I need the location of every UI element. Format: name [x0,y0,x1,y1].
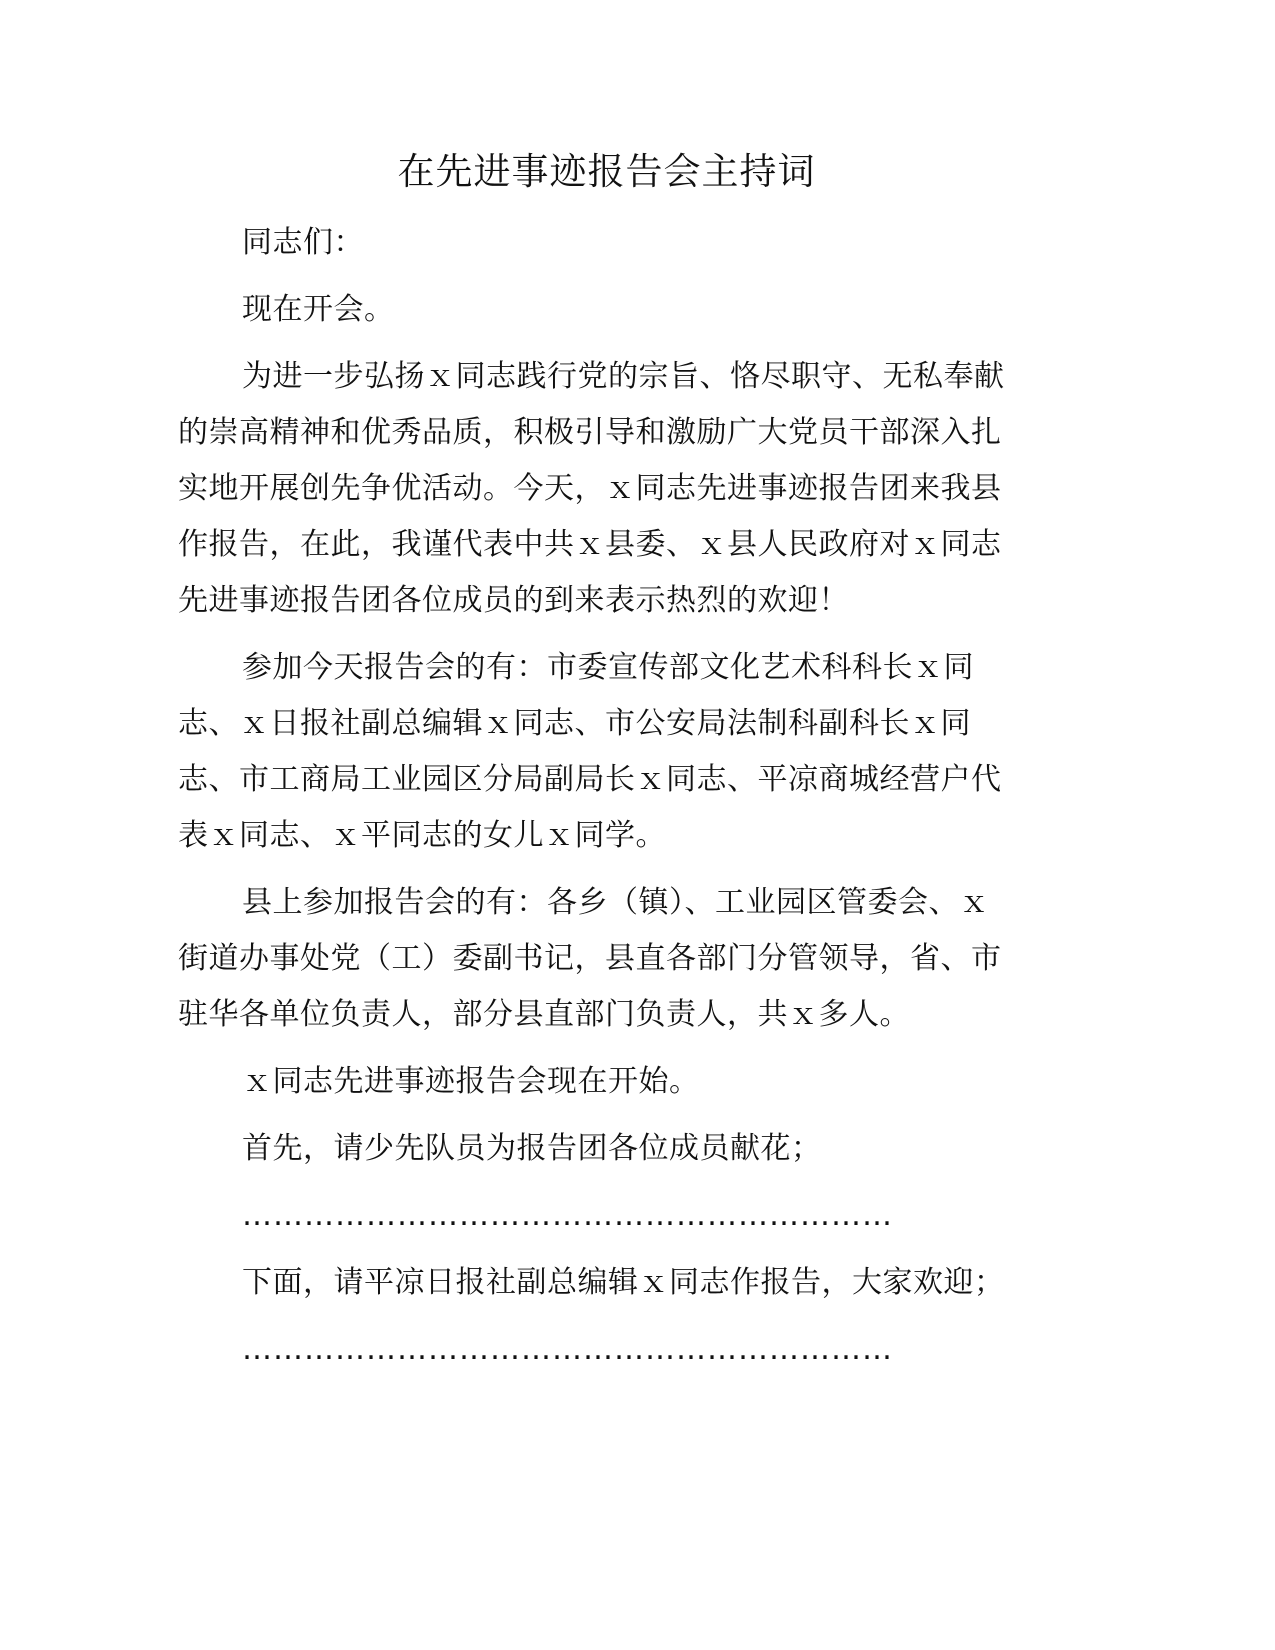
document-body [178,215,1048,1389]
text-line: 的崇高精神和优秀品质，积极引导和激励广大党员干部深入扎 [178,415,1002,450]
paragraph [178,1322,1048,1378]
paragraph [178,1188,1048,1244]
text-line: 先进事迹报告团各位成员的到来表示热烈的欢迎！ [178,583,849,618]
text-line: 县上参加报告会的有：各乡（镇）、工业园区管委会、ｘ [242,885,990,920]
paragraph [178,282,1048,338]
text-line: 作报告，在此，我谨代表中共ｘ县委、ｘ县人民政府对ｘ同志 [178,527,1002,562]
text-line: 实地开展创先争优活动。今天，ｘ同志先进事迹报告团来我县 [178,471,1002,506]
text-line: 为进一步弘扬ｘ同志践行党的宗旨、恪尽职守、无私奉献 [242,359,1005,394]
paragraph [178,215,1048,271]
paragraph [178,875,1048,1043]
paragraph [178,1255,1048,1311]
ellipsis-line: ……………………………………………………… [242,1332,893,1367]
text-line: 现在开会。 [242,292,395,327]
paragraph [178,1121,1048,1177]
text-line: 同志们： [242,225,364,260]
paragraph [178,640,1048,864]
text-line: 参加今天报告会的有：市委宣传部文化艺术科科长ｘ同 [242,650,974,685]
ellipsis-line: ……………………………………………………… [242,1198,893,1233]
paragraph [178,349,1048,629]
document-title: 在先进事迹报告会主持词 [397,150,816,193]
text-line: 志、市工商局工业园区分局副局长ｘ同志、平凉商城经营户代 [178,762,1002,797]
text-line: 首先，请少先队员为报告团各位成员献花； [242,1131,822,1166]
text-line: ｘ同志先进事迹报告会现在开始。 [242,1064,700,1099]
paragraph [178,1054,1048,1110]
text-line: 下面，请平凉日报社副总编辑ｘ同志作报告，大家欢迎； [242,1265,1005,1300]
text-line: 表ｘ同志、ｘ平同志的女儿ｘ同学。 [178,818,666,853]
text-line: 志、ｘ日报社副总编辑ｘ同志、市公安局法制科副科长ｘ同 [178,706,971,741]
text-line: 街道办事处党（工）委副书记，县直各部门分管领导，省、市 [178,941,1002,976]
text-line: 驻华各单位负责人，部分县直部门负责人，共ｘ多人。 [178,997,910,1032]
